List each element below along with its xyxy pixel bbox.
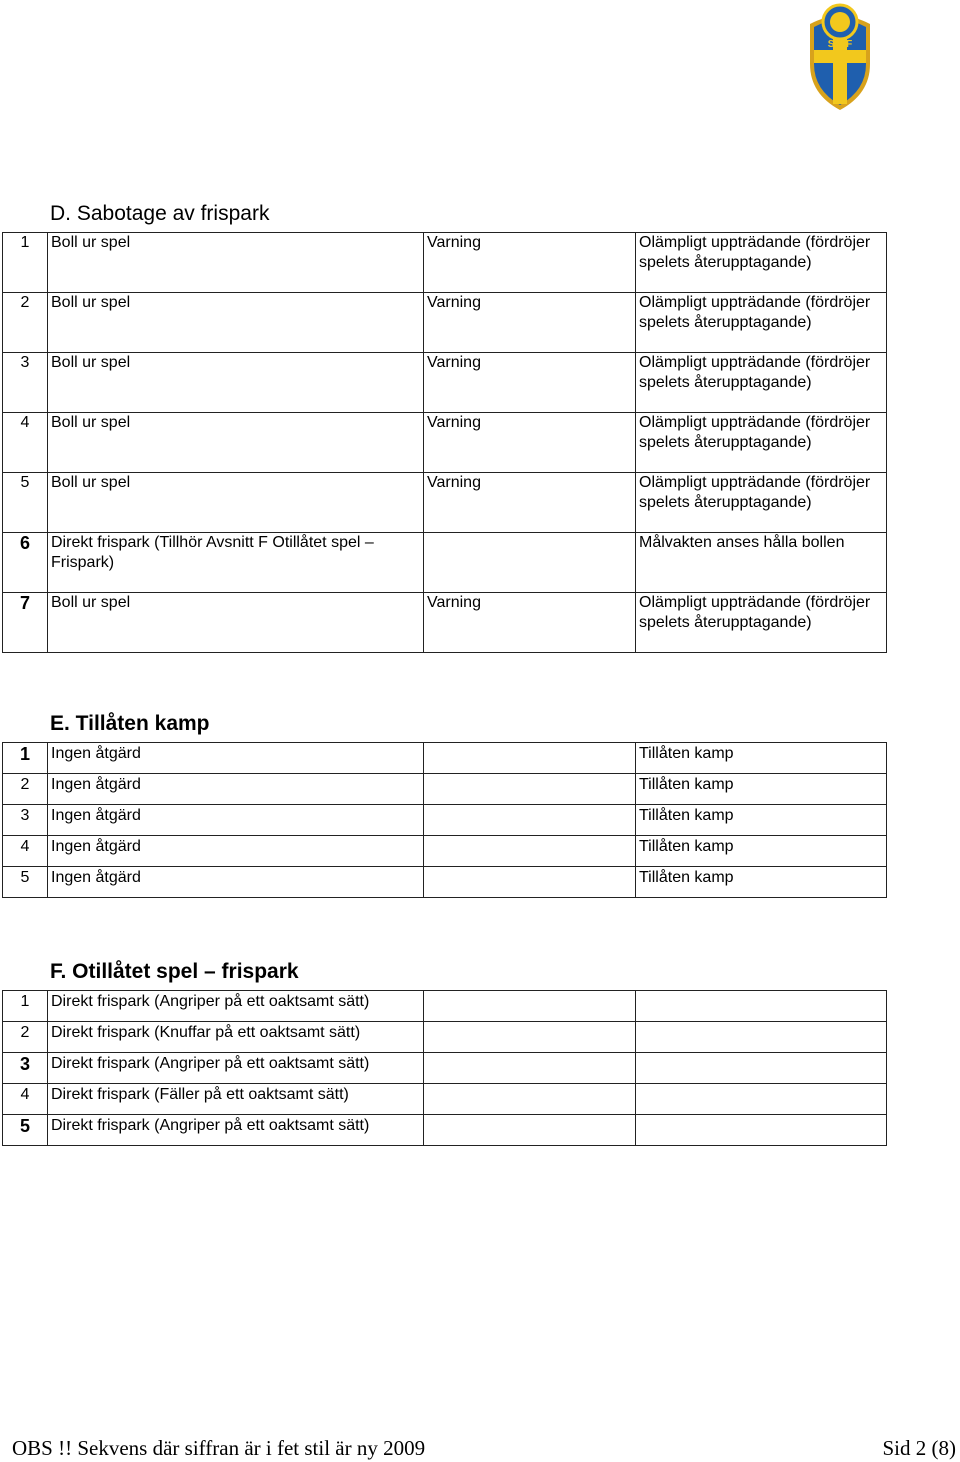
decision-cell: Boll ur spel — [48, 293, 424, 353]
row-number: 3 — [3, 353, 48, 413]
row-number: 2 — [3, 1022, 48, 1053]
section-f-title: F. Otillåtet spel – frispark — [50, 960, 299, 983]
table-row — [3, 1115, 887, 1146]
table-row — [3, 743, 887, 774]
table-row — [3, 233, 887, 293]
sanction-cell — [424, 774, 636, 805]
decision-cell: Direkt frispark (Tillhör Avsnitt F Otillåtet spel – Frispark) — [48, 533, 424, 593]
table-row — [3, 413, 887, 473]
row-number: 3 — [3, 805, 48, 836]
decision-cell: Direkt frispark (Angriper på ett oaktsamt sätt) — [48, 1053, 424, 1084]
reason-cell: Olämpligt uppträdande (fördröjer spelets återupptagande) — [636, 413, 887, 473]
row-number: 5 — [3, 867, 48, 898]
decision-cell: Boll ur spel — [48, 353, 424, 413]
row-number: 1 — [3, 991, 48, 1022]
sanction-cell — [424, 1022, 636, 1053]
reason-cell: Tillåten kamp — [636, 836, 887, 867]
sanction-cell — [424, 867, 636, 898]
reason-cell — [636, 991, 887, 1022]
row-number: 3 — [3, 1053, 48, 1084]
sanction-cell — [424, 743, 636, 774]
table-row — [3, 867, 887, 898]
row-number: 4 — [3, 1084, 48, 1115]
page-footer — [12, 1434, 956, 1462]
table-row — [3, 473, 887, 533]
row-number: 2 — [3, 774, 48, 805]
decision-cell: Boll ur spel — [48, 413, 424, 473]
footer-note: OBS !! Sekvens där siffran är i fet stil är ny 2009 — [12, 1436, 426, 1460]
table-row — [3, 836, 887, 867]
reason-cell: Tillåten kamp — [636, 805, 887, 836]
reason-cell: Olämpligt uppträdande (fördröjer spelets återupptagande) — [636, 353, 887, 413]
row-number: 5 — [3, 473, 48, 533]
sanction-cell — [424, 805, 636, 836]
section-f-table — [2, 990, 887, 1146]
decision-cell: Ingen åtgärd — [48, 836, 424, 867]
row-number: 4 — [3, 836, 48, 867]
sanction-cell — [424, 836, 636, 867]
decision-cell: Direkt frispark (Angriper på ett oaktsamt sätt) — [48, 991, 424, 1022]
decision-cell: Boll ur spel — [48, 233, 424, 293]
table-row — [3, 1053, 887, 1084]
sanction-cell — [424, 1053, 636, 1084]
decision-cell: Direkt frispark (Angriper på ett oaktsamt sätt) — [48, 1115, 424, 1146]
reason-cell — [636, 1084, 887, 1115]
table-row — [3, 805, 887, 836]
table-row — [3, 353, 887, 413]
sanction-cell: Varning — [424, 293, 636, 353]
sanction-cell — [424, 1084, 636, 1115]
reason-cell — [636, 1053, 887, 1084]
decision-cell: Boll ur spel — [48, 593, 424, 653]
row-number: 1 — [3, 743, 48, 774]
row-number: 6 — [3, 533, 48, 593]
reason-cell: Tillåten kamp — [636, 867, 887, 898]
sanction-cell: Varning — [424, 353, 636, 413]
row-number: 2 — [3, 293, 48, 353]
sanction-cell — [424, 533, 636, 593]
reason-cell: Tillåten kamp — [636, 774, 887, 805]
reason-cell: Olämpligt uppträdande (fördröjer spelets återupptagande) — [636, 593, 887, 653]
row-number: 1 — [3, 233, 48, 293]
reason-cell: Olämpligt uppträdande (fördröjer spelets återupptagande) — [636, 473, 887, 533]
page-number: Sid 2 (8) — [882, 1436, 956, 1460]
decision-cell: Ingen åtgärd — [48, 774, 424, 805]
reason-cell: Tillåten kamp — [636, 743, 887, 774]
sanction-cell: Varning — [424, 413, 636, 473]
section-d-table — [2, 232, 887, 653]
table-row — [3, 593, 887, 653]
table-row — [3, 774, 887, 805]
table-row — [3, 1084, 887, 1115]
decision-cell: Direkt frispark (Fäller på ett oaktsamt sätt) — [48, 1084, 424, 1115]
row-number: 7 — [3, 593, 48, 653]
sanction-cell — [424, 1115, 636, 1146]
row-number: 4 — [3, 413, 48, 473]
sanction-cell: Varning — [424, 473, 636, 533]
reason-cell: Olämpligt uppträdande (fördröjer spelets återupptagande) — [636, 233, 887, 293]
section-d-title: D. Sabotage av frispark — [50, 202, 270, 225]
table-row — [3, 533, 887, 593]
reason-cell: Olämpligt uppträdande (fördröjer spelets återupptagande) — [636, 293, 887, 353]
table-row — [3, 293, 887, 353]
section-e-table — [2, 742, 887, 898]
reason-cell: Målvakten anses hålla bollen — [636, 533, 887, 593]
decision-cell: Ingen åtgärd — [48, 805, 424, 836]
row-number: 5 — [3, 1115, 48, 1146]
section-e-title: E. Tillåten kamp — [50, 712, 210, 735]
table-row — [3, 991, 887, 1022]
decision-cell: Ingen åtgärd — [48, 743, 424, 774]
decision-cell: Ingen åtgärd — [48, 867, 424, 898]
table-row — [3, 1022, 887, 1053]
sanction-cell: Varning — [424, 233, 636, 293]
sanction-cell: Varning — [424, 593, 636, 653]
svff-logo — [804, 2, 876, 112]
reason-cell — [636, 1115, 887, 1146]
decision-cell: Direkt frispark (Knuffar på ett oaktsamt sätt) — [48, 1022, 424, 1053]
svff-logo-text: SvFF — [827, 39, 853, 50]
reason-cell — [636, 1022, 887, 1053]
decision-cell: Boll ur spel — [48, 473, 424, 533]
sanction-cell — [424, 991, 636, 1022]
